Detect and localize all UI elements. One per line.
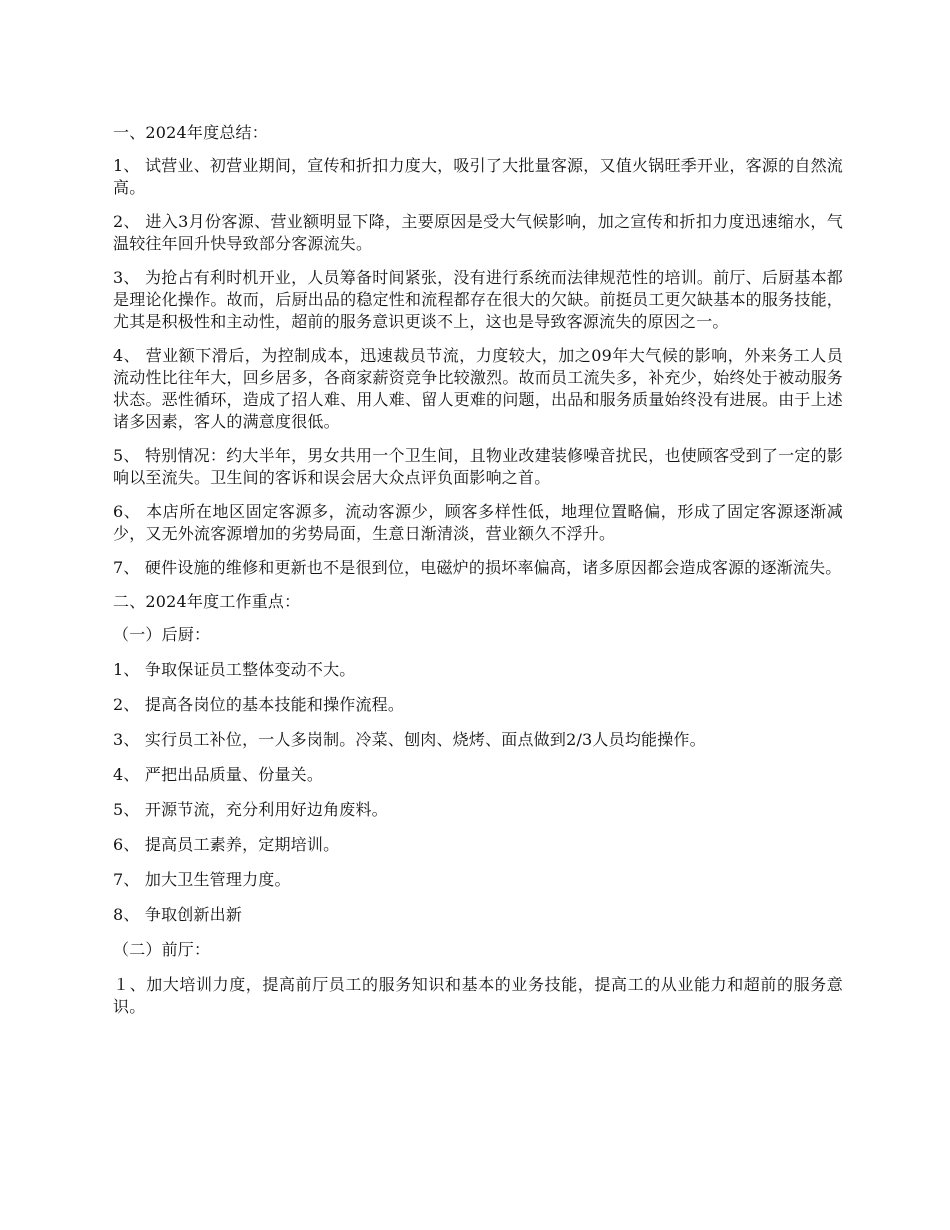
summary-item-3: 3、 为抢占有利时机开业，人员筹备时间紧张，没有进行系统而法律规范性的培训。前厅、后厨基本都是理论化操作。故而，后厨出品的稳定性和流程都存在很大的欠缺。前挺员工更欠缺基本的服务技能，尤其是积极性和主动性，超前的服务意识更谈不上，这也是导致客源流失的原因之一。 xyxy=(113,268,843,331)
summary-item-2: 2、 进入3月份客源、营业额明显下降，主要原因是受大气候影响，加之宣传和折扣力度迅速缩水，气温较往年回升快导致部分客源流失。 xyxy=(113,212,843,253)
kitchen-item-4: 4、 严把出品质量、份量关。 xyxy=(113,765,324,784)
summary-item-6: 6、 本店所在地区固定客源多，流动客源少，顾客多样性低，地理位置略偏，形成了固定客源逐渐减少，又无外流客源增加的劣势局面，生意日渐清淡，营业额久不浮升。 xyxy=(113,502,843,543)
summary-item-1: 1、 试营业、初营业期间，宣传和折扣力度大，吸引了大批量客源，又值火锅旺季开业，客源的自然流高。 xyxy=(113,156,843,197)
summary-item-4: 4、 营业额下滑后，为控制成本，迅速裁员节流，力度较大，加之09年大气候的影响，外来务工人员流动性比往年大，回乡居多，各商家薪资竞争比较激烈。故而员工流失多，补充少，始终处于被动服务状态。恶性循环，造成了招人难、用人难、留人更难的问题，出品和服务质量始终没有进展。由于上述诸多因素，客人的满意度很低。 xyxy=(113,346,843,431)
kitchen-item-1: 1、 争取保证员工整体变动不大。 xyxy=(113,660,356,679)
kitchen-item-3: 3、 实行员工补位，一人多岗制。冷菜、刨肉、烧烤、面点做到2/3人员均能操作。 xyxy=(113,730,706,749)
section-heading-priorities: 二、2024年度工作重点： xyxy=(113,592,301,611)
front-hall-item-1: １、加大培训力度，提高前厅员工的服务知识和基本的业务技能，提高工的从业能力和超前的服务意识。 xyxy=(113,975,843,1016)
document-body xyxy=(113,122,843,1030)
kitchen-item-7: 7、 加大卫生管理力度。 xyxy=(113,870,291,889)
summary-item-5: 5、 特别情况：约大半年，男女共用一个卫生间，且物业改建装修噪音扰民，也使顾客受到了一定的影响以至流失。卫生间的客诉和误会居大众点评负面影响之首。 xyxy=(113,446,843,487)
summary-item-7: 7、 硬件设施的维修和更新也不是很到位，电磁炉的损坏率偏高，诸多原因都会造成客源的逐渐流失。 xyxy=(113,558,842,577)
section-heading-summary: 一、2024年度总结： xyxy=(113,123,268,142)
subsection-front-hall: （二）前厅： xyxy=(113,940,211,959)
kitchen-item-5: 5、 开源节流，充分利用好边角废料。 xyxy=(113,800,388,819)
kitchen-item-8: 8、 争取创新出新 xyxy=(113,905,243,924)
subsection-kitchen: （一）后厨： xyxy=(113,625,211,644)
kitchen-item-6: 6、 提高员工素养，定期培训。 xyxy=(113,835,340,854)
kitchen-item-2: 2、 提高各岗位的基本技能和操作流程。 xyxy=(113,695,405,714)
